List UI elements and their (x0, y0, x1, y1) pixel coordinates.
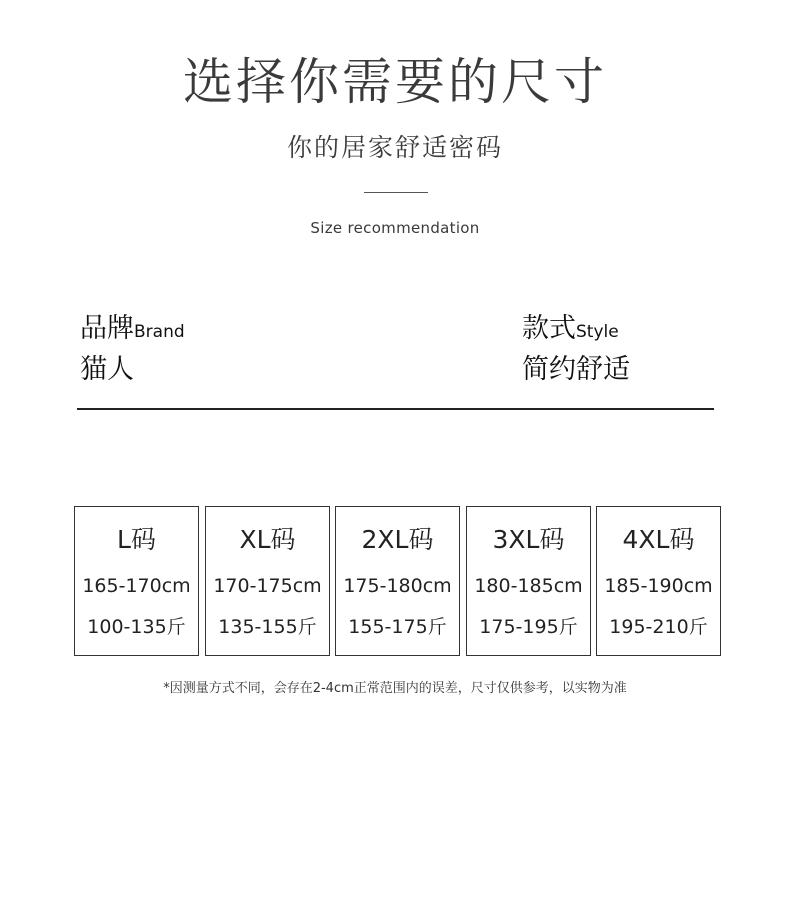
size-cell-l (74, 506, 199, 656)
measurement-note: *因测量方式不同，会存在2-4cm正常范围内的误差，尺寸仅供参考，以实物为准 (163, 681, 627, 696)
size-cell-2xl (335, 506, 460, 656)
size-cell-xl (205, 506, 330, 656)
size-weight-range: 100-135斤 (87, 616, 186, 638)
brand-label (80, 312, 185, 349)
size-cell-4xl (596, 506, 721, 656)
size-weight-range: 175-195斤 (479, 616, 578, 638)
style-label-cn: 款式 (522, 313, 576, 344)
size-height-range: 165-170cm (82, 575, 191, 597)
style-label-en: Style (576, 322, 619, 342)
size-name: L码 (117, 525, 156, 554)
size-weight-range: 155-175斤 (348, 616, 447, 638)
info-divider (77, 408, 714, 410)
size-weight-range: 195-210斤 (609, 616, 708, 638)
brand-label-en: Brand (134, 322, 185, 342)
brand-label-cn: 品牌 (80, 313, 134, 344)
size-table (74, 506, 722, 658)
size-weight-range: 135-155斤 (218, 616, 317, 638)
size-name: 3XL码 (492, 525, 565, 554)
title-divider (364, 192, 428, 193)
english-subtitle: Size recommendation (310, 219, 480, 237)
page-title: 选择你需要的尺寸 (183, 53, 607, 111)
style-value: 简约舒适 (522, 354, 630, 385)
size-name: 2XL码 (361, 525, 434, 554)
size-height-range: 180-185cm (474, 575, 583, 597)
size-cell-3xl (466, 506, 591, 656)
style-label (522, 312, 619, 349)
page-subtitle: 你的居家舒适密码 (286, 133, 503, 162)
size-height-range: 185-190cm (604, 575, 713, 597)
size-name: 4XL码 (622, 525, 695, 554)
size-height-range: 170-175cm (213, 575, 322, 597)
size-height-range: 175-180cm (343, 575, 452, 597)
brand-value: 猫人 (80, 354, 134, 385)
size-name: XL码 (239, 525, 296, 554)
